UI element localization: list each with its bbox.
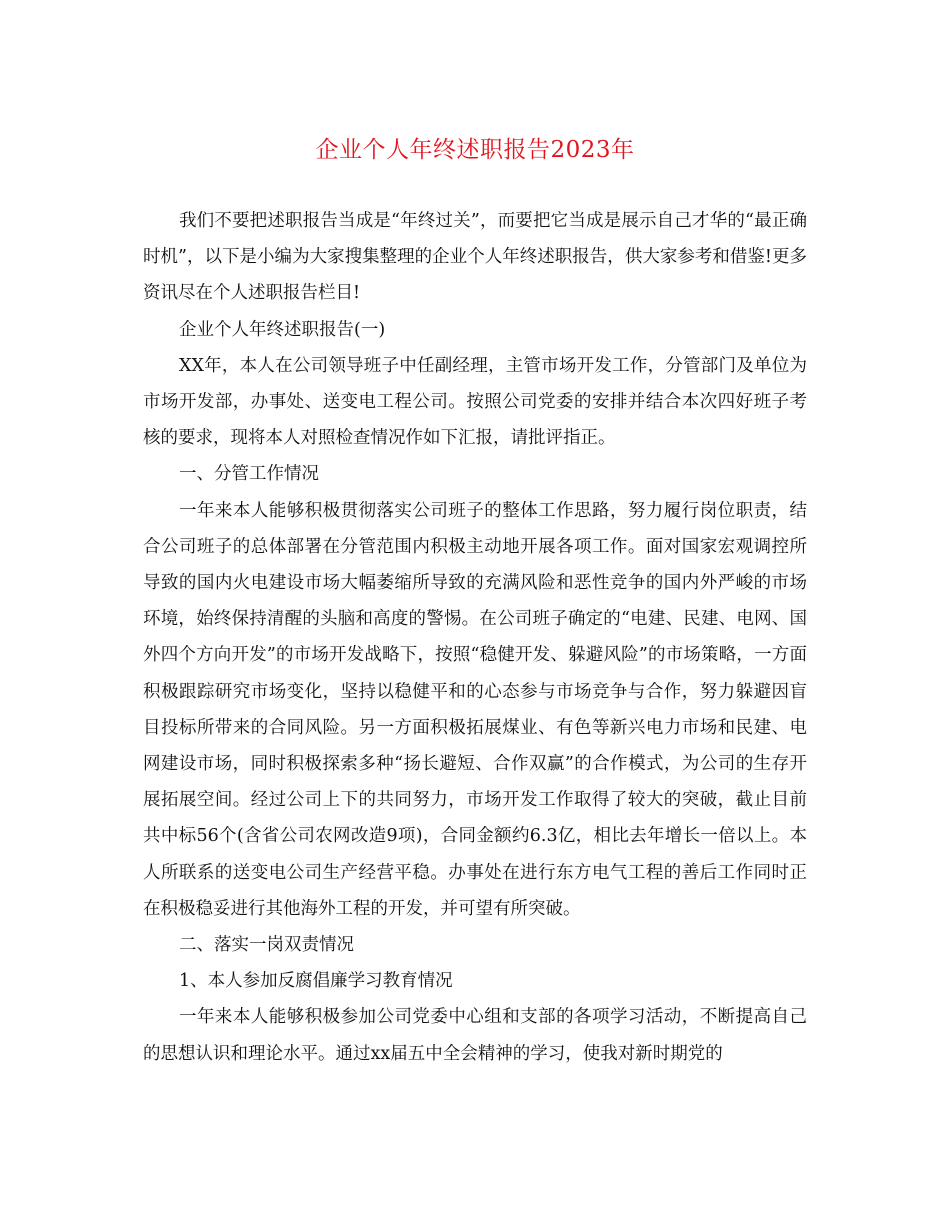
document-title: 企业个人年终述职报告2023年 (315, 137, 635, 163)
subsection-heading-anticorruption: 1、本人参加反腐倡廉学习教育情况 (179, 971, 453, 992)
anticorruption-paragraph: 一年来本人能够积极参加公司党委中心组和支部的各项学习活动，不断提高自己的思想认识和理论水平。通过xx届五中全会精神的学习，使我对新时期党的 (143, 1007, 807, 1064)
section-heading-report-one: 企业个人年终述职报告(一) (179, 319, 386, 340)
intro-paragraph: 我们不要把述职报告当成是“年终过关”，而要把它当成是展示自己才华的“最正确时机”，以下是小编为大家搜集整理的企业个人年终述职报告，供大家参考和借鉴!更多资讯尽在个人述职报告栏目! (143, 211, 807, 304)
background-paragraph: XX年，本人在公司领导班子中任副经理，主管市场开发工作，分管部门及单位为市场开发部，办事处、送变电工程公司。按照公司党委的安排并结合本次四好班子考核的要求，现将本人对照检查情况作如下汇报，请批评指正。 (143, 355, 807, 449)
work-status-paragraph: 一年来本人能够积极贯彻落实公司班子的整体工作思路，努力履行岗位职责，结合公司班子的总体部署在分管范围内积极主动地开展各项工作。面对国家宏观调控所导致的国内火电建设市场大幅萎缩所导致的充满风险和恶性竞争的国内外严峻的市场环境，始终保持清醒的头脑和高度的警惕。在公司班子确定的“电建、民建、电网、国外四个方向开发”的市场开发战略下，按照“稳健开发、躲避风险”的市场策略，一方面积极跟踪研究市场变化，坚持以稳健平和的心态参与市场竞争与合作，努力躲避因盲目投标所带来的合同风险。另一方面积极拓展煤业、有色等新兴电力市场和民建、电网建设市场，同时积极探索多种“扬长避短、合作双赢”的合作模式，为公司的生存开展拓展空间。经过公司上下的共同努力，市场开发工作取得了较大的突破，截止目前共中标56个(含省公司农网改造9项)，合同金额约6.3亿，相比去年增长一倍以上。本人所联系的送变电公司生产经营平稳。办事处在进行东方电气工程的善后工作同时正在积极稳妥进行其他海外工程的开发，并可望有所突破。 (143, 500, 807, 919)
document-body (143, 203, 807, 1072)
section-heading-dual-responsibility: 二、落实一岗双责情况 (179, 935, 354, 956)
section-heading-work-status: 一、分管工作情况 (179, 464, 319, 485)
